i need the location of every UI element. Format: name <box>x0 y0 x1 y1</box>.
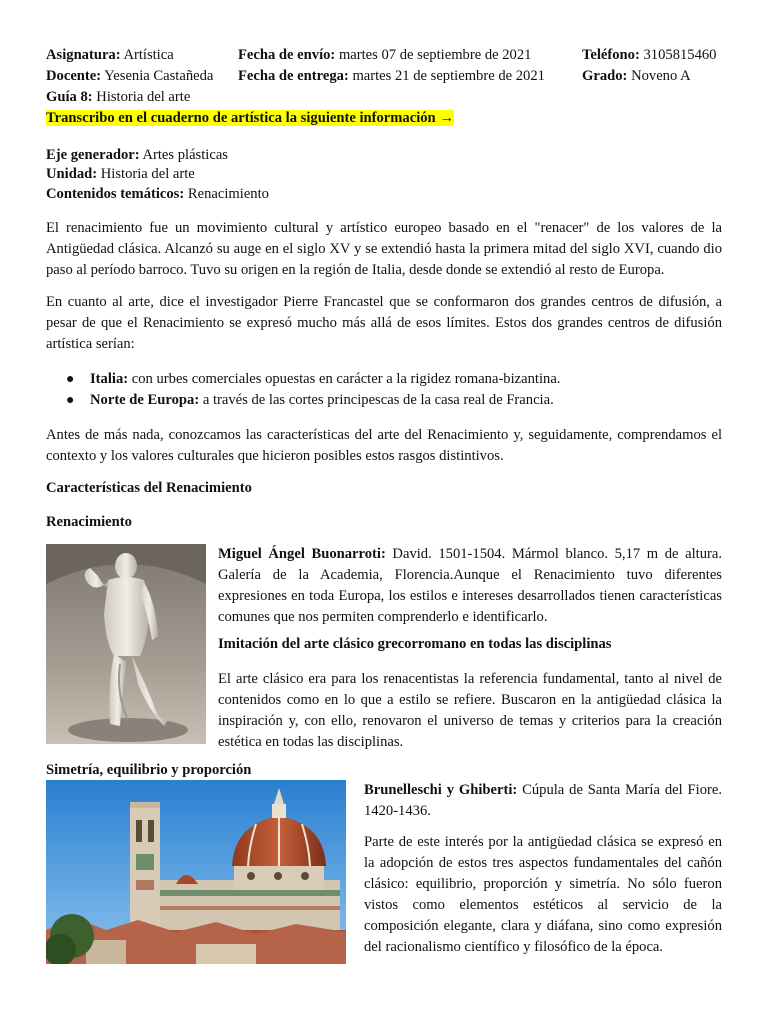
paragraph-centros: En cuanto al arte, dice el investigador Pierre Francastel que se conformaron dos grandes centros de difusión, a pesar de que el Renacimiento se expresó mucho más allá de esos límites. Estos dos grandes centros de difusión artística serían: <box>46 294 722 352</box>
david-label: Miguel Ángel Buonarroti: <box>218 546 386 562</box>
telefono-label: Teléfono: <box>582 47 640 63</box>
docente-value: Yesenia Castañeda <box>104 68 214 84</box>
grado-label: Grado: <box>582 68 628 84</box>
telefono-value: 3105815460 <box>643 47 717 63</box>
meta-unidad <box>46 164 195 184</box>
header-fecha-envio <box>238 45 531 65</box>
instruction-text: Transcribo en el cuaderno de artística la siguiente información → <box>46 110 454 126</box>
asignatura-value: Artística <box>123 47 174 63</box>
meta-contenidos <box>46 184 269 204</box>
bullet-italia-label: Italia: <box>90 371 129 387</box>
eje-label: Eje generador: <box>46 147 140 163</box>
contenidos-label: Contenidos temáticos: <box>46 186 185 202</box>
header-guia <box>46 87 190 107</box>
fecha-entrega-value: martes 21 de septiembre de 2021 <box>352 68 545 84</box>
bullet-norte-text: a través de las cortes principescas de la casa real de Francia. <box>202 392 554 408</box>
paragraph-intro: El renacimiento fue un movimiento cultural y artístico europeo basado en el "renacer" de los valores de la Antigüedad clásica. Alcanzó su auge en el siglo XV y se extendió hasta la primera mitad del siglo XVI, cuando dio paso al período barroco. Tuvo su origen en la región de Italia, desde donde se extendió al resto de Europa. <box>46 220 722 278</box>
paragraph-simetria: Parte de este interés por la antigüedad clásica se expresó en la adopción de estos tres aspectos fundamentales del cañón clásico: equilibrio, proporción y simetría. No sólo fueron vistos como elementos estéticos al servicio de la composición elegante, clara y diáfana, sino como expresión del racionalismo científico y filosófico de la época. <box>364 834 722 955</box>
header-asignatura <box>46 45 174 65</box>
unidad-value: Historia del arte <box>100 166 195 182</box>
asignatura-label: Asignatura: <box>46 47 121 63</box>
guia-value: Historia del arte <box>96 89 191 105</box>
header-docente <box>46 66 213 86</box>
paragraph-caracteristicas: Antes de más nada, conozcamos las características del arte del Renacimiento y, seguidamente, comprendamos el contexto y los valores culturales que hicieron posibles estos rasgos distintivos. <box>46 427 722 464</box>
contenidos-value: Renacimiento <box>187 186 269 202</box>
unidad-label: Unidad: <box>46 166 98 182</box>
meta-eje <box>46 145 228 165</box>
heading-simetria: Simetría, equilibrio y proporción <box>46 762 252 778</box>
paragraph-imitacion: El arte clásico era para los renacentistas la referencia fundamental, tanto al nivel de contenidos como en lo que a estilo se refiere. Buscaron en la antigüedad clásica la inspiración y, con ello, renovaron el universo de temas y criterios para la creación estética en todas las disciplinas. <box>218 671 722 750</box>
header-grado <box>582 66 691 86</box>
cupula-label: Brunelleschi y Ghiberti: <box>364 782 518 798</box>
grado-value: Noveno A <box>631 68 691 84</box>
header-telefono <box>582 45 716 65</box>
david-description <box>218 544 722 628</box>
bullet-italia-text: con urbes comerciales opuestas en carácter a la rigidez romana-bizantina. <box>131 371 561 387</box>
guia-label: Guía 8: <box>46 89 93 105</box>
duomo-image <box>46 780 346 964</box>
heading-renacimiento: Renacimiento <box>46 514 132 530</box>
david-image <box>46 544 206 744</box>
cupula-text: Cúpula de Santa María del Fiore. 1420-1436. <box>364 782 722 819</box>
david-text: David. 1501-1504. Mármol blanco. 5,17 m de altura. Galería de la Academia, Florencia.Aunque el Renacimiento tuvo diferentes expresiones en toda Europa, los estilos e intereses desarrollados tienen características comunes que nos permiten comprenderlo e identificarlo. <box>218 546 722 625</box>
heading-caracteristicas: Características del Renacimiento <box>46 480 252 496</box>
heading-imitacion: Imitación del arte clásico grecorromano en todas las disciplinas <box>218 636 612 652</box>
instruction-highlight <box>46 108 454 128</box>
fecha-envio-label: Fecha de envío: <box>238 47 336 63</box>
bullet-dot-icon: ● <box>66 372 75 387</box>
bullet-norte-label: Norte de Europa: <box>90 392 200 408</box>
fecha-envio-value: martes 07 de septiembre de 2021 <box>338 47 532 63</box>
fecha-entrega-label: Fecha de entrega: <box>238 68 349 84</box>
cupula-description <box>364 780 722 822</box>
eje-value: Artes plásticas <box>142 147 228 163</box>
header-fecha-entrega <box>238 66 545 86</box>
bullet-dot-icon: ● <box>66 393 75 408</box>
docente-label: Docente: <box>46 68 102 84</box>
